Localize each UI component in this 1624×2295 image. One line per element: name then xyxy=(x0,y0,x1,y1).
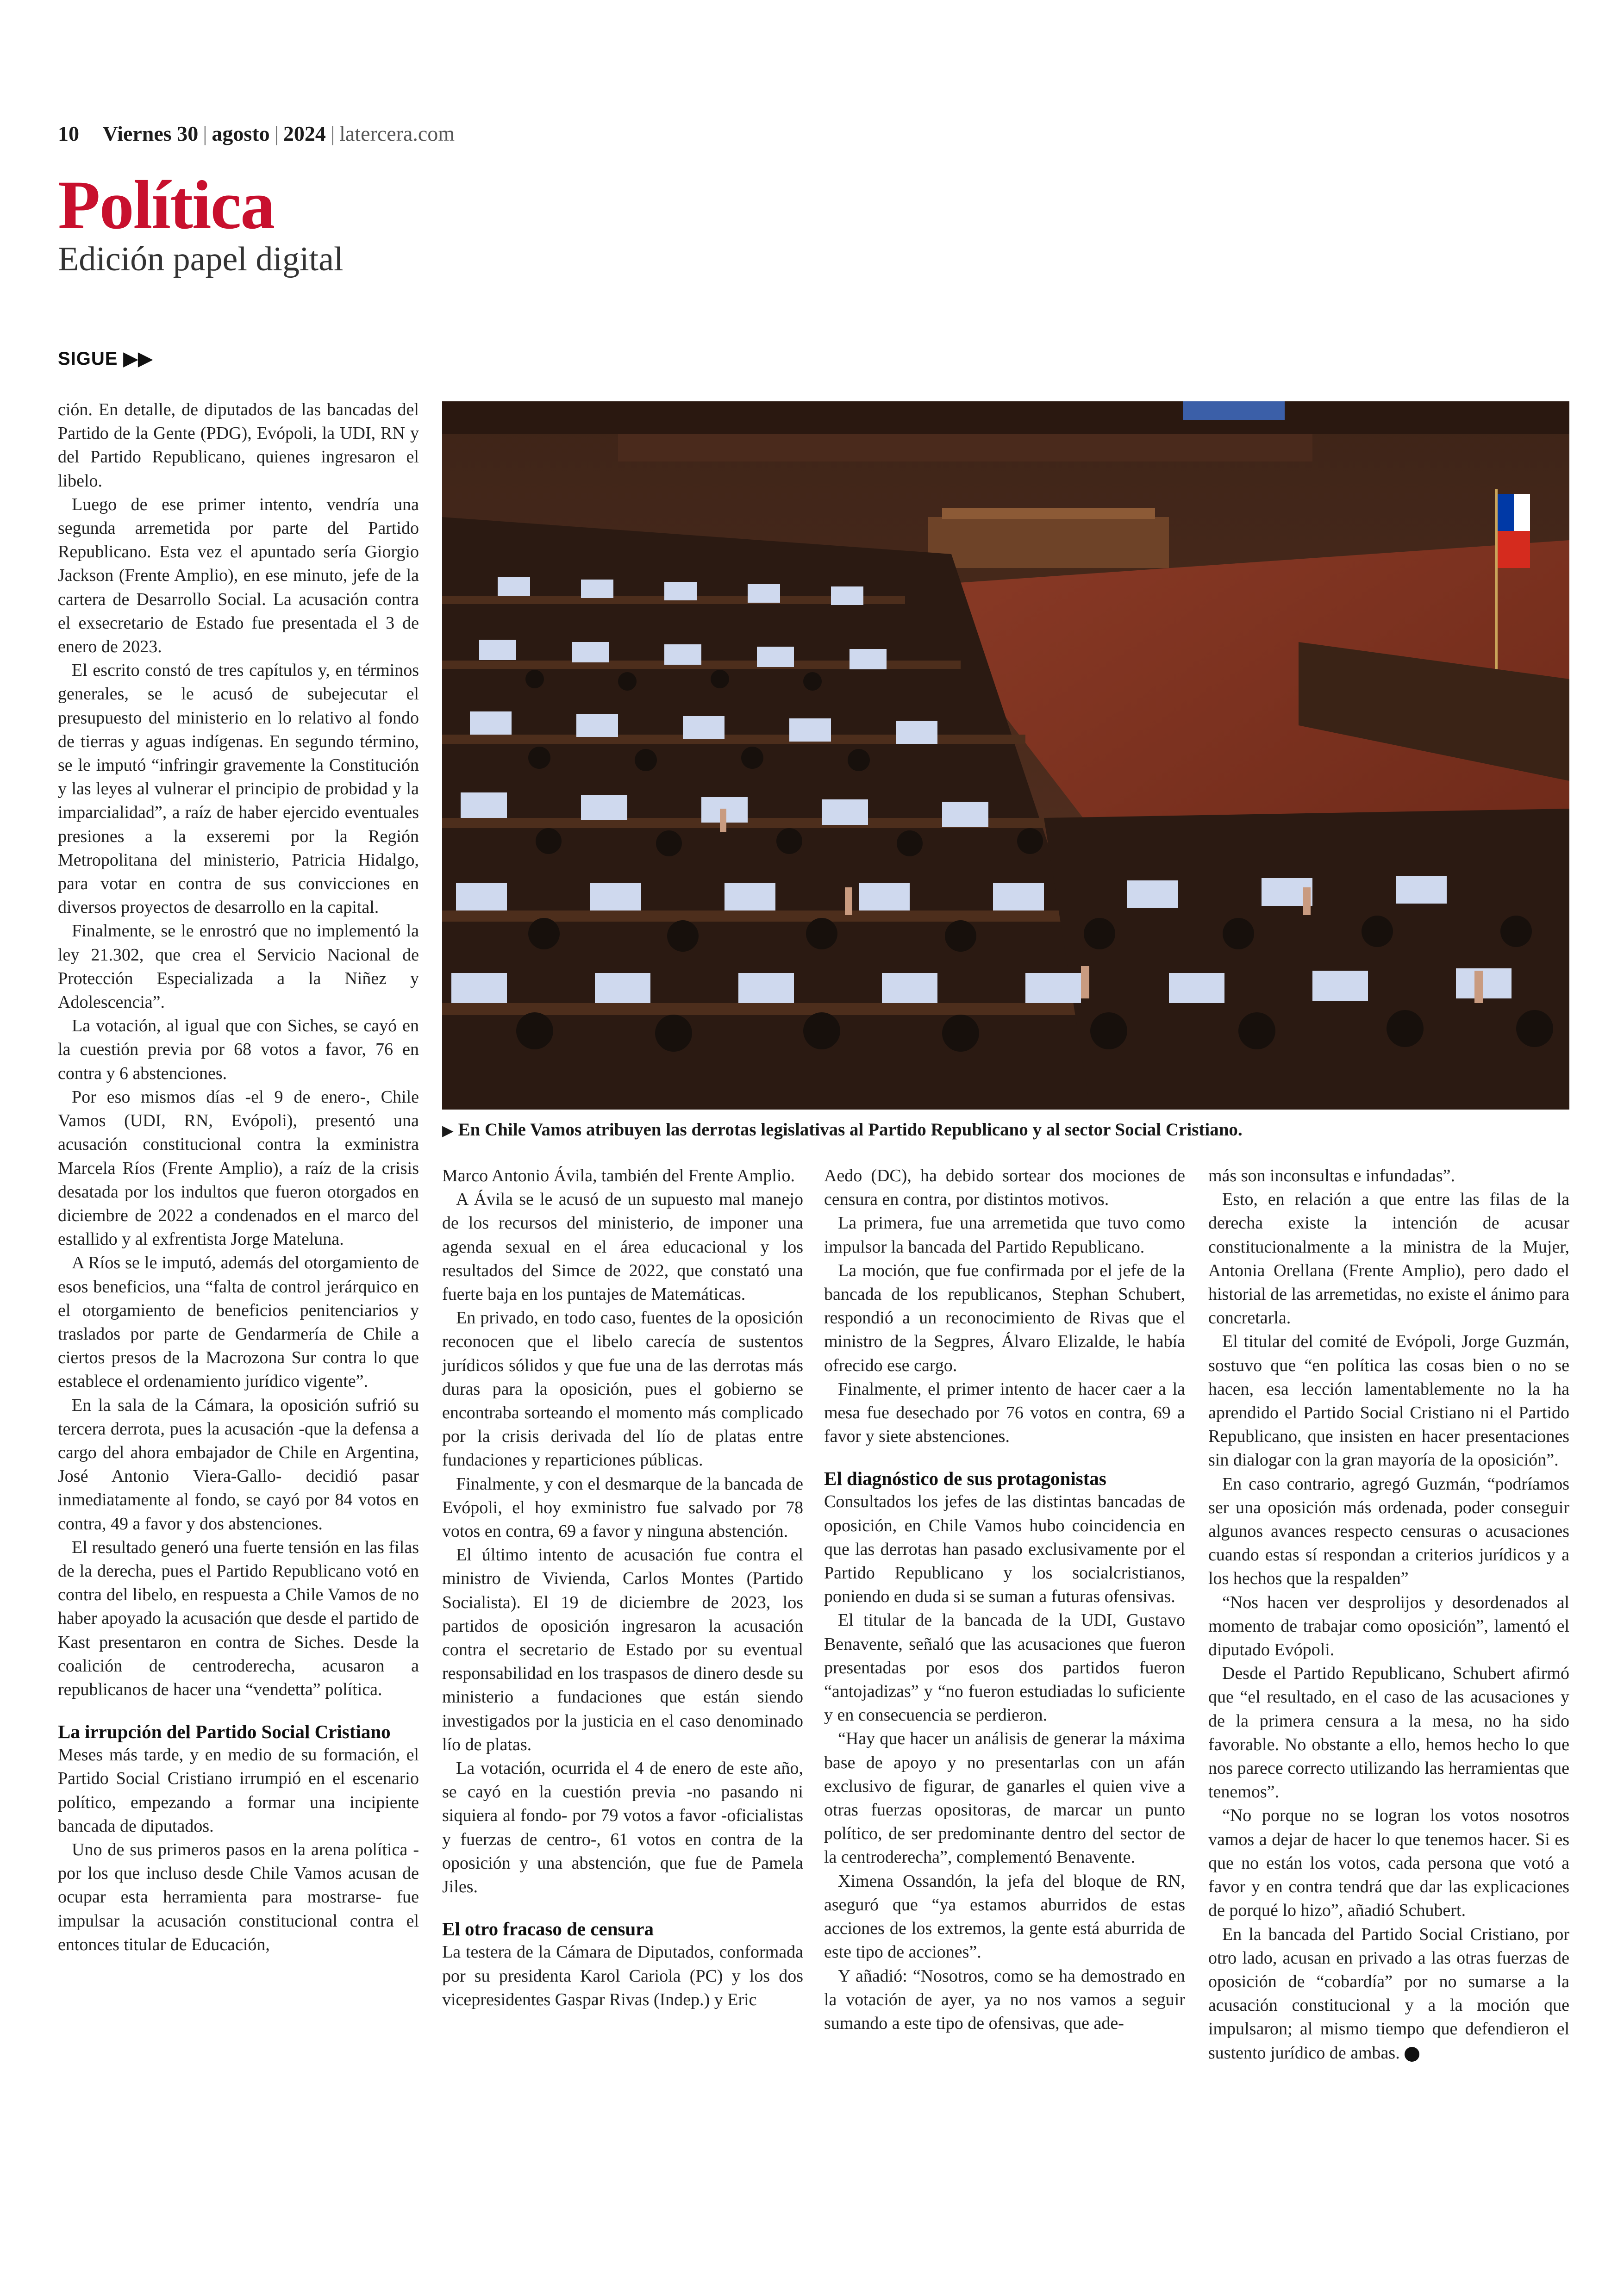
paragraph: Por eso mismos días -el 9 de enero-, Chile Vamos (UDI, RN, Evópoli), presentó una acusación constitucional contra la exministra Marcela Ríos (Frente Amplio), a raíz de la crisis desatada por los indultos que fueron otorgados en diciembre de 2022 a condenados en el marco del estallido y al exfrentista Jorge Mateluna. xyxy=(58,1087,419,1249)
paragraph: El titular de la bancada de la UDI, Gustavo Benavente, señaló que las acusaciones que fueron presentadas por esos dos partidos fueron “antojadizas” y “no fueron estudiadas lo suficiente y en consecuencia se perdieron. xyxy=(824,1610,1185,1725)
paragraph: Meses más tarde, y en medio de su formación, el Partido Social Cristiano irrumpió en el escenario político, empezando a formar una incipiente bancada de diputados. xyxy=(58,1745,419,1836)
header-month: agosto xyxy=(212,122,270,145)
section-subtitle: Edición papel digital xyxy=(58,240,344,278)
page-number: 10 xyxy=(58,122,79,145)
chamber-photo-illustration xyxy=(442,401,1569,1110)
paragraph: El titular del comité de Evópoli, Jorge Guzmán, sostuvo que “en política las cosas bien o no se hacen, esa lección lamentablemente no la ha aprendido el Partido Social Cristiano ni el Partido Republicano, que insisten en hacer presentaciones sin dialogar con la gran mayoría de la oposición”. xyxy=(1208,1332,1569,1470)
paragraph: “Nos hacen ver desprolijos y desordenados al momento de trabajar como oposición”, lamentó el diputado Evópoli. xyxy=(1208,1592,1569,1660)
paragraph: A Ávila se le acusó de un supuesto mal manejo de los recursos del ministerio, de imponer una agenda sexual en el área educacional y los resultados del Simce de 2022, que constató una fuerte baja en los puntajes de Matemáticas. xyxy=(442,1190,803,1304)
photo-caption xyxy=(442,1119,1569,1140)
paragraph: “No porque no se logran los votos nosotros vamos a dejar de hacer lo que tenemos hacer. Si es que no están los votos, cada persona que votó a favor y en contra tendrá que dar las explicaciones de porqué lo hizo”, añadió Schubert. xyxy=(1208,1806,1569,1921)
paragraph: Luego de ese primer intento, vendría una segunda arremetida por parte del Partido Republicano. Esta vez el apuntado sería Giorgio Jackson (Frente Amplio), en ese minuto, jefe de la cartera de Desarrollo Social. La acusación contra el exsecretario de Estado fue presentada el 3 de enero de 2023. xyxy=(58,494,419,657)
paragraph: Uno de sus primeros pasos en la arena política -por los que incluso desde Chile Vamos acusan de ocupar esta herramienta para mostrarse- fue impulsar la acusación constitucional contra el entonces titular de Educación, xyxy=(58,1840,419,1954)
caption-text: En Chile Vamos atribuyen las derrotas legislativas al Partido Republicano y al sector Social Cristiano. xyxy=(458,1120,1243,1140)
subheading: El otro fracaso de censura xyxy=(442,1918,654,1940)
header-site[interactable]: latercera.com xyxy=(339,122,455,145)
paragraph: En caso contrario, agregó Guzmán, “podríamos ser una oposición más ordenada, poder conseguir algunos avances respecto censuras o acusaciones cuando estas sí respondan a criterios jurídicos y a los hechos que la respalden” xyxy=(1208,1474,1569,1589)
paragraph: Consultados los jefes de las distintas bancadas de oposición, en Chile Vamos hubo coincidencia en que las derrotas han pasado exclusivamente por el Partido Republicano y los socialcristianos, poniendo en duda si se suman a futuras ofensivas. xyxy=(824,1492,1185,1607)
header-day: Viernes 30 xyxy=(102,122,199,145)
chamber-photo xyxy=(442,401,1569,1110)
sigue-label: SIGUE ▶▶ xyxy=(58,349,153,369)
paragraph: ción. En detalle, de diputados de las bancadas del Partido de la Gente (PDG), Evópoli, la UDI, RN y del Partido Republicano, quienes ingresaron el libelo. xyxy=(58,400,419,491)
article-column-2 xyxy=(442,1164,803,2012)
paragraph: Esto, en relación a que entre las filas de la derecha existe la intención de acusar constitucionalmente a la ministra de la Mujer, Antonia Orellana (Frente Amplio), pero dado el historial de las arremetidas, no existe el ánimo para concretarla. xyxy=(1208,1190,1569,1328)
paragraph: Finalmente, se le enrostró que no implementó la ley 21.302, que crea el Servicio Nacional de Protección Especializada a la Niñez y Adolescencia”. xyxy=(58,921,419,1012)
paragraph: A Ríos se le imputó, además del otorgamiento de esos beneficios, una “falta de control jerárquico en el otorgamiento de beneficios penitenciarios y traslados por parte de Gendarmería de Chile a ciertos presos de la Macrozona Sur contra lo que establece el ordenamiento jurídico vigente”. xyxy=(58,1253,419,1391)
subheading: La irrupción del Partido Social Cristiano xyxy=(58,1721,391,1743)
paragraph: El último intento de acusación fue contra el ministro de Vivienda, Carlos Montes (Partido Socialista). El 19 de diciembre de 2023, los partidos de oposición ingresaron la acusación contra el secretario de Estado por su eventual responsabilidad en los traspasos de dinero desde su ministerio a fundaciones que están siendo investigados por la justicia en el caso denominado lío de platas. xyxy=(442,1545,803,1754)
paragraph: más son inconsultas e infundadas”. xyxy=(1208,1166,1455,1185)
paragraph: La votación, ocurrida el 4 de enero de este año, se cayó en la cuestión previa -no pasando ni siquiera al fondo- por 79 votos a favor -oficialistas y fuerzas de centro-, 61 votos en contra de la oposición y una abstención, que fue de Pamela Jiles. xyxy=(442,1759,803,1897)
paragraph: Marco Antonio Ávila, también del Frente Amplio. xyxy=(442,1166,795,1185)
paragraph: La votación, al igual que con Siches, se cayó en la cuestión previa por 68 votos a favor, 76 en contra y 6 abstenciones. xyxy=(58,1016,419,1083)
paragraph: La moción, que fue confirmada por el jefe de la bancada de los republicanos, Stephan Schubert, respondió a un reconocimiento de Rivas que el ministro de la Segpres, Álvaro Elizalde, le había ofrecido ese cargo. xyxy=(824,1260,1185,1375)
article-column-4 xyxy=(1208,1164,1569,2065)
paragraph: En privado, en todo caso, fuentes de la oposición reconocen que el libelo carecía de sustentos jurídicos sólidos y que fue una de las derrotas más duras para la oposición, pues el gobierno se encontraba sorteando el momento más complicado por la crisis derivada del lío de platas entre fundaciones y reparticiones públicas. xyxy=(442,1308,803,1470)
article-column-3 xyxy=(824,1164,1185,2035)
page-header: 10 Viernes 30 | agosto | 2024 | latercera.com xyxy=(58,122,455,145)
paragraph: El resultado generó una fuerte tensión en las filas de la derecha, pues el Partido Republicano votó en contra del libelo, en respuesta a Chile Vamos de no haber apoyado la acusación que desde el partido de Kast presentaron en contra de Siches. Desde la coalición de centroderecha, acusaron a republicanos de hacer una “vendetta” política. xyxy=(58,1537,419,1699)
article-column-1 xyxy=(58,398,419,1957)
header-year: 2024 xyxy=(283,122,326,145)
section-title: Política xyxy=(58,167,275,243)
paragraph xyxy=(1208,1923,1569,2065)
paragraph: Desde el Partido Republicano, Schubert afirmó que “el resultado, en el caso de las acusaciones y de la primera censura a la mesa, no ha sido favorable. No obstante a ello, hemos hecho lo que nos parece correcto utilizando las herramientas que tenemos”. xyxy=(1208,1664,1569,1802)
subheading: El diagnóstico de sus protagonistas xyxy=(824,1468,1106,1490)
paragraph: Finalmente, y con el desmarque de la bancada de Evópoli, el hoy exministro fue salvado por 78 votos en contra, 69 a favor y ninguna abstención. xyxy=(442,1474,803,1541)
paragraph: En la sala de la Cámara, la oposición sufrió su tercera derrota, pues la acusación -que la defensa a cargo del ahora embajador de Chile en Argentina, José Antonio Viera-Gallo- decidió pasar inmediatamente al fondo, se cayó por 84 votos en contra, 49 a favor y dos abstenciones. xyxy=(58,1395,419,1534)
paragraph-text: En la bancada del Partido Social Cristiano, por otro lado, acusan en privado a las otras fuerzas de oposición de “cobardía” por no sumarse a la acusación constitucional y a la moción que impulsaron; al mismo tiempo que defendieron el sustento jurídico de ambas. xyxy=(1208,1924,1569,2063)
paragraph: Y añadió: “Nosotros, como se ha demostrado en la votación de ayer, ya no nos vamos a seguir sumando a este tipo de ofensivas, que ade- xyxy=(824,1966,1185,2033)
paragraph: “Hay que hacer un análisis de generar la máxima base de apoyo y no presentarlas con un afán exclusivo de figurar, de ganarles el quien vive a otras fuerzas opositoras, de marcar un punto político, de ser predominante dentro del sector de la centroderecha”, complementó Benavente. xyxy=(824,1729,1185,1867)
paragraph: La testera de la Cámara de Diputados, conformada por su presidenta Karol Cariola (PC) y los dos vicepresidentes Gaspar Rivas (Indep.) y Eric xyxy=(442,1942,803,2009)
paragraph: Ximena Ossandón, la jefa del bloque de RN, aseguró que “ya estamos aburridos de estas acciones de los extremos, la gente está aburrida de este tipo de acciones”. xyxy=(824,1871,1185,1962)
paragraph: Aedo (DC), ha debido sortear dos mociones de censura en contra, por distintos motivos. xyxy=(824,1166,1185,1210)
paragraph: El escrito constó de tres capítulos y, en términos generales, se le acusó de subejecutar el presupuesto del ministerio en lo relativo al fondo de tierras y aguas indígenas. En segundo término, se le imputó “infringir gravemente la Constitución y las leyes al vulnerar el principio de probidad y la imparcialidad”, a raíz de haber ejercido eventuales presiones a la exseremi por la Región Metropolitana del ministerio, Patricia Hidalgo, para votar en contra de sus convicciones en diversos proyectos de desarrollo en la capital. xyxy=(58,661,419,917)
paragraph: La primera, fue una arremetida que tuvo como impulsor la bancada del Partido Republicano. xyxy=(824,1213,1185,1257)
caption-arrow-icon: ▶ xyxy=(442,1122,454,1139)
paragraph: Finalmente, el primer intento de hacer caer a la mesa fue desechado por 76 votos en contra, 69 a favor y siete abstenciones. xyxy=(824,1379,1185,1447)
end-mark-icon xyxy=(1405,2047,1419,2062)
